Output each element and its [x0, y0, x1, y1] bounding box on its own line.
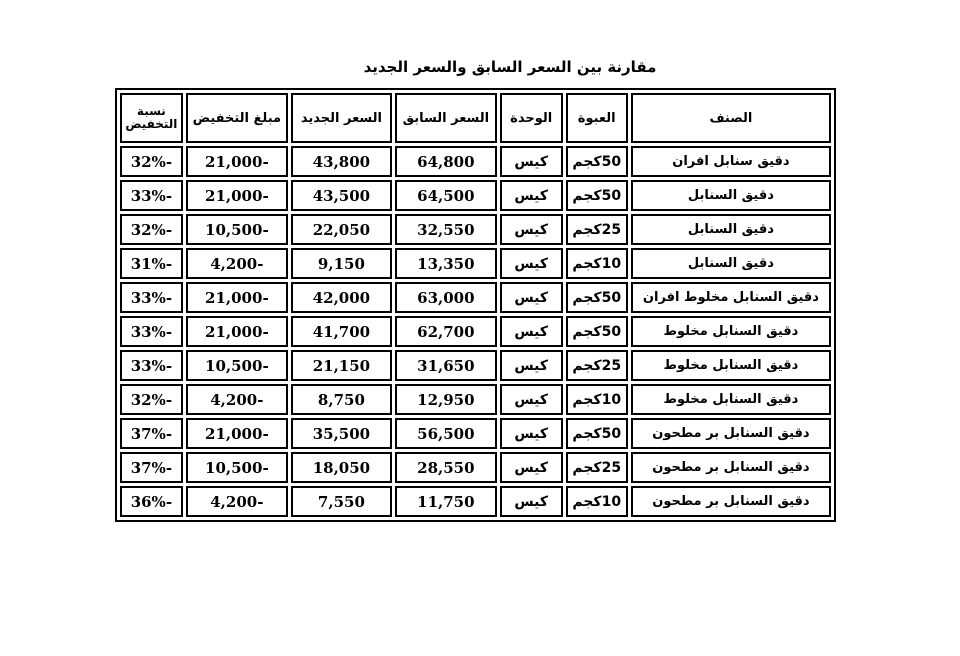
cell-discount-percent: -33%	[120, 282, 183, 313]
cell-discount-percent: -33%	[120, 316, 183, 347]
cell-item: دقيق السنابل مخلوط	[631, 316, 831, 347]
cell-old-price: 56,500	[395, 418, 497, 449]
cell-pack: 25كجم	[566, 214, 628, 245]
cell-old-price: 31,650	[395, 350, 497, 381]
cell-unit: كيس	[500, 486, 563, 517]
cell-pack: 50كجم	[566, 316, 628, 347]
cell-item: دقيق سنابل افران	[631, 146, 831, 177]
cell-new-price: 43,800	[291, 146, 392, 177]
cell-unit: كيس	[500, 350, 563, 381]
header-discount-amount: مبلغ التخفيض	[186, 93, 288, 143]
cell-discount-amount: -21,000	[186, 282, 288, 313]
table-row	[120, 146, 831, 177]
cell-discount-amount: -10,500	[186, 452, 288, 483]
cell-discount-percent: -36%	[120, 486, 183, 517]
cell-discount-percent: -33%	[120, 180, 183, 211]
cell-discount-percent: -32%	[120, 214, 183, 245]
cell-old-price: 63,000	[395, 282, 497, 313]
cell-discount-percent: -32%	[120, 146, 183, 177]
cell-discount-amount: -21,000	[186, 146, 288, 177]
table-row	[120, 384, 831, 415]
table-row	[120, 316, 831, 347]
cell-new-price: 42,000	[291, 282, 392, 313]
cell-new-price: 8,750	[291, 384, 392, 415]
cell-item: دقيق السنابل مخلوط افران	[631, 282, 831, 313]
cell-new-price: 18,050	[291, 452, 392, 483]
table-row	[120, 282, 831, 313]
cell-item: دقيق السنابل	[631, 248, 831, 279]
header-old-price: السعر السابق	[395, 93, 497, 143]
cell-unit: كيس	[500, 180, 563, 211]
cell-discount-percent: -33%	[120, 350, 183, 381]
table-row	[120, 486, 831, 517]
cell-pack: 10كجم	[566, 248, 628, 279]
document-title: مقارنة بين السعر السابق والسعر الجديد	[363, 58, 657, 76]
table-body	[120, 146, 831, 517]
cell-item: دقيق السنابل بر مطحون	[631, 418, 831, 449]
cell-unit: كيس	[500, 384, 563, 415]
cell-pack: 25كجم	[566, 452, 628, 483]
cell-new-price: 22,050	[291, 214, 392, 245]
cell-old-price: 32,550	[395, 214, 497, 245]
cell-old-price: 28,550	[395, 452, 497, 483]
cell-discount-percent: -32%	[120, 384, 183, 415]
table-row	[120, 452, 831, 483]
table-row	[120, 418, 831, 449]
cell-discount-amount: -10,500	[186, 214, 288, 245]
cell-old-price: 13,350	[395, 248, 497, 279]
cell-unit: كيس	[500, 452, 563, 483]
table-row	[120, 214, 831, 245]
cell-discount-amount: -4,200	[186, 486, 288, 517]
cell-old-price: 12,950	[395, 384, 497, 415]
cell-unit: كيس	[500, 248, 563, 279]
cell-pack: 50كجم	[566, 418, 628, 449]
header-unit: الوحدة	[500, 93, 563, 143]
cell-unit: كيس	[500, 282, 563, 313]
cell-old-price: 11,750	[395, 486, 497, 517]
cell-discount-amount: -21,000	[186, 180, 288, 211]
cell-pack: 25كجم	[566, 350, 628, 381]
cell-unit: كيس	[500, 214, 563, 245]
cell-new-price: 41,700	[291, 316, 392, 347]
cell-old-price: 64,500	[395, 180, 497, 211]
header-item: الصنف	[631, 93, 831, 143]
table-header-row	[120, 93, 831, 143]
cell-discount-percent: -31%	[120, 248, 183, 279]
cell-item: دقيق السنابل مخلوط	[631, 384, 831, 415]
cell-discount-amount: -4,200	[186, 384, 288, 415]
cell-item: دقيق السنابل	[631, 180, 831, 211]
header-discount-percent: نسبة التخفيض	[120, 93, 183, 143]
cell-discount-percent: -37%	[120, 418, 183, 449]
cell-discount-amount: -4,200	[186, 248, 288, 279]
table-row	[120, 248, 831, 279]
cell-new-price: 9,150	[291, 248, 392, 279]
cell-new-price: 7,550	[291, 486, 392, 517]
header-new-price: السعر الجديد	[291, 93, 392, 143]
header-pack: العبوة	[566, 93, 628, 143]
cell-old-price: 64,800	[395, 146, 497, 177]
cell-new-price: 21,150	[291, 350, 392, 381]
cell-new-price: 35,500	[291, 418, 392, 449]
cell-item: دقيق السنابل بر مطحون	[631, 452, 831, 483]
table-row	[120, 350, 831, 381]
cell-pack: 50كجم	[566, 146, 628, 177]
cell-item: دقيق السنابل بر مطحون	[631, 486, 831, 517]
cell-unit: كيس	[500, 418, 563, 449]
cell-pack: 10كجم	[566, 384, 628, 415]
cell-unit: كيس	[500, 316, 563, 347]
table-row	[120, 180, 831, 211]
cell-new-price: 43,500	[291, 180, 392, 211]
cell-discount-amount: -21,000	[186, 316, 288, 347]
cell-discount-percent: -37%	[120, 452, 183, 483]
cell-pack: 50كجم	[566, 180, 628, 211]
cell-unit: كيس	[500, 146, 563, 177]
cell-item: دقيق السنابل مخلوط	[631, 350, 831, 381]
price-comparison-table	[115, 88, 836, 522]
cell-pack: 50كجم	[566, 282, 628, 313]
cell-pack: 10كجم	[566, 486, 628, 517]
cell-old-price: 62,700	[395, 316, 497, 347]
cell-discount-amount: -10,500	[186, 350, 288, 381]
cell-item: دقيق السنابل	[631, 214, 831, 245]
cell-discount-amount: -21,000	[186, 418, 288, 449]
